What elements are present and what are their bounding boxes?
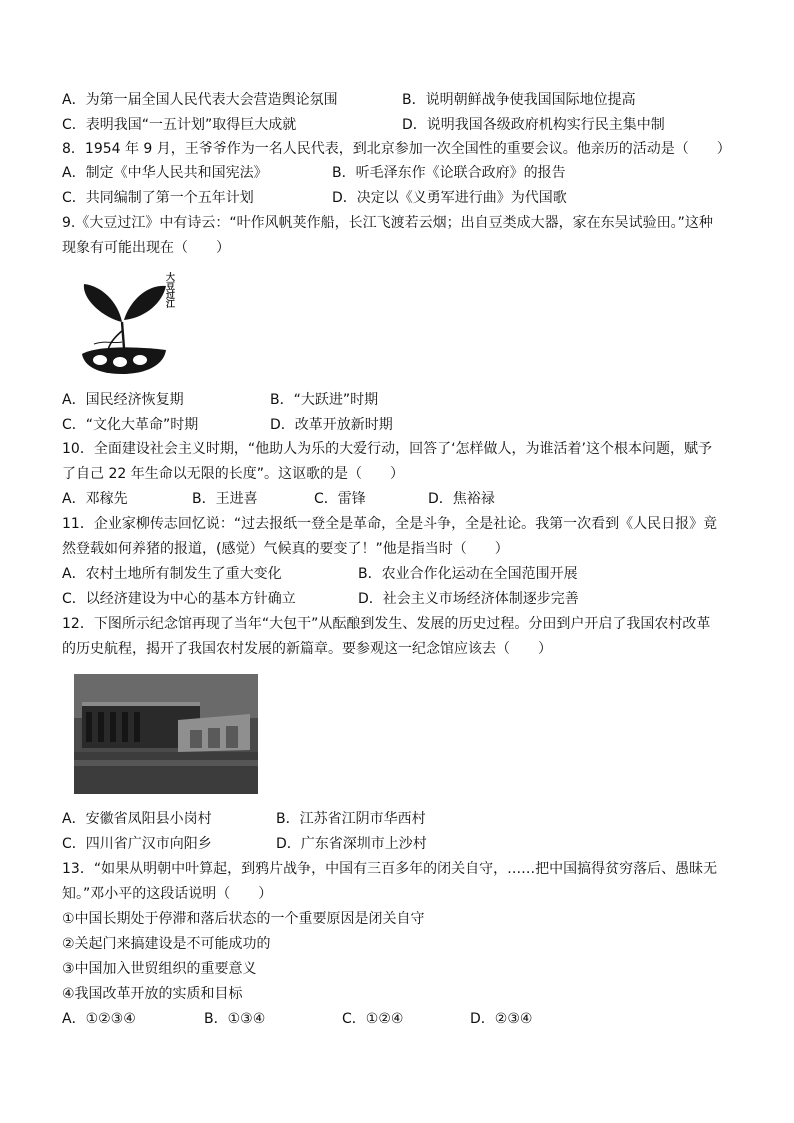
q12-option-a[interactable]: A．安徽省凤阳县小岗村 bbox=[62, 811, 212, 827]
q12-stem-line-1: 12．下图所示纪念馆再现了当年“大包干”从酝酿到发生、发展的历史过程。分田到户开启了我国农村改革 bbox=[62, 616, 711, 632]
q9-option-c[interactable]: C．“文化大革命”时期 bbox=[62, 417, 199, 433]
q13-option-b[interactable]: B．①③④ bbox=[204, 1011, 266, 1027]
q13-statement-3: ③中国加入世贸组织的重要意义 bbox=[62, 961, 257, 977]
q13-option-d[interactable]: D．②③④ bbox=[470, 1011, 533, 1027]
q10-option-b[interactable]: B．王进喜 bbox=[192, 491, 258, 507]
q11-option-b[interactable]: B．农业合作化运动在全国范围开展 bbox=[358, 566, 578, 582]
q10-option-d[interactable]: D．焦裕禄 bbox=[428, 491, 495, 507]
q7-option-d[interactable]: D．说明我国各级政府机构实行民主集中制 bbox=[402, 117, 665, 133]
q10-option-c[interactable]: C．雷锋 bbox=[314, 491, 366, 507]
q13-statement-1: ①中国长期处于停滞和落后状态的一个重要原因是闭关自守 bbox=[62, 911, 425, 927]
q11-option-d[interactable]: D．社会主义市场经济体制逐步完善 bbox=[358, 591, 579, 607]
memorial-hall-image bbox=[74, 674, 258, 794]
soybean-cartoon-icon bbox=[74, 270, 174, 378]
q7-option-a[interactable]: A．为第一届全国人民代表大会营造舆论氛围 bbox=[62, 92, 338, 108]
q13-statement-4: ④我国改革开放的实质和目标 bbox=[62, 986, 243, 1002]
q11-option-a[interactable]: A．农村土地所有制发生了重大变化 bbox=[62, 566, 282, 582]
q13-option-c[interactable]: C．①②④ bbox=[342, 1011, 404, 1027]
q12-option-b[interactable]: B．江苏省江阴市华西村 bbox=[276, 811, 426, 827]
q8-option-c[interactable]: C．共同编制了第一个五年计划 bbox=[62, 190, 254, 206]
q7-option-b[interactable]: B．说明朝鲜战争使我国国际地位提高 bbox=[402, 92, 636, 108]
q8-stem: 8．1954 年 9 月，王爷爷作为一名人民代表，到北京参加一次全国性的重要会议。他亲历的活动是（ ） bbox=[62, 141, 731, 157]
q13-statement-2: ②关起门来搞建设是不可能成功的 bbox=[62, 936, 271, 952]
q12-option-d[interactable]: D．广东省深圳市上沙村 bbox=[276, 836, 427, 852]
memorial-hall-photo bbox=[74, 674, 258, 794]
q8-option-b[interactable]: B．听毛泽东作《论联合政府》的报告 bbox=[332, 165, 566, 181]
q10-option-a[interactable]: A．邓稼先 bbox=[62, 491, 128, 507]
q13-stem-line-1: 13．“如果从明朝中叶算起，到鸦片战争，中国有三百多年的闭关自守，……把中国搞得贫穷落后、愚昧无 bbox=[62, 861, 718, 877]
q11-stem-line-1: 11．企业家柳传志回忆说：“过去报纸一登全是革命，全是斗争，全是社论。我第一次看到《人民日报》竟 bbox=[62, 516, 718, 532]
q9-stem-line-1: 9.《大豆过江》中有诗云：“叶作风帆荚作船，长江飞渡若云烟；出自豆类成大器，家在东吴试验田。”这种 bbox=[62, 215, 713, 231]
q8-option-d[interactable]: D．决定以《义勇军进行曲》为代国歌 bbox=[332, 190, 567, 206]
q10-stem-line-1: 10．全面建设社会主义时期，“他助人为乐的大爱行动，回答了‘怎样做人，为谁活着’这个根本问题，赋予 bbox=[62, 441, 712, 457]
q9-stem-line-2: 现象有可能出现在（ ） bbox=[62, 240, 230, 256]
q8-option-a[interactable]: A．制定《中华人民共和国宪法》 bbox=[62, 165, 268, 181]
soybean-cartoon-figure bbox=[74, 270, 174, 378]
q9-option-d[interactable]: D．改革开放新时期 bbox=[270, 417, 393, 433]
q13-stem-line-2: 知。”邓小平的这段话说明（ ） bbox=[62, 886, 273, 902]
q11-option-c[interactable]: C．以经济建设为中心的基本方针确立 bbox=[62, 591, 296, 607]
q9-option-a[interactable]: A．国民经济恢复期 bbox=[62, 392, 184, 408]
q13-option-a[interactable]: A．①②③④ bbox=[62, 1011, 136, 1027]
q7-option-c[interactable]: C．表明我国“一五计划”取得巨大成就 bbox=[62, 117, 297, 133]
q10-stem-line-2: 了自己 22 年生命以无限的长度”。这讴歌的是（ ） bbox=[62, 466, 404, 482]
q12-stem-line-2: 的历史航程，揭开了我国农村发展的新篇章。要参观这一纪念馆应该去（ ） bbox=[62, 641, 552, 657]
q9-option-b[interactable]: B．“大跃进”时期 bbox=[270, 392, 379, 408]
q12-option-c[interactable]: C．四川省广汉市向阳乡 bbox=[62, 836, 212, 852]
q11-stem-line-2: 然登载如何养猪的报道，(感觉）气候真的要变了！”他是指当时（ ） bbox=[62, 541, 509, 557]
soybean-cartoon-caption: 大豆过江 bbox=[164, 272, 174, 308]
